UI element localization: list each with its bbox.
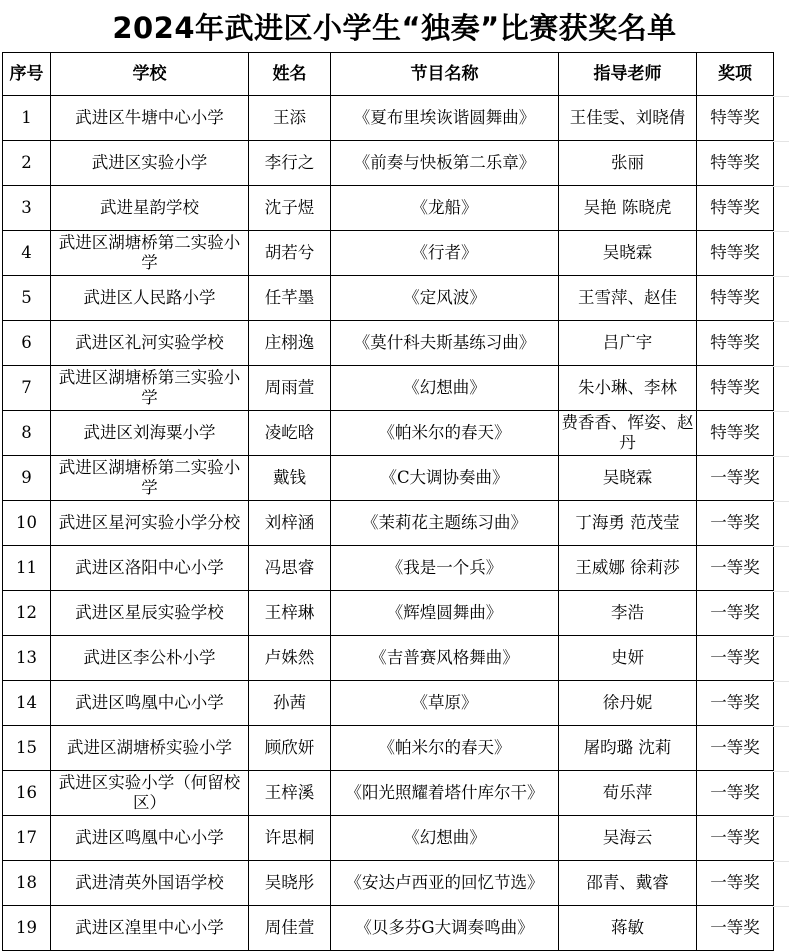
cell-award: 一等奖 <box>697 546 774 591</box>
cell-award: 一等奖 <box>697 591 774 636</box>
cell-num: 9 <box>3 456 51 501</box>
cell-num: 3 <box>3 186 51 231</box>
cell-num: 8 <box>3 411 51 456</box>
cell-name: 凌屹晗 <box>249 411 331 456</box>
table-body <box>3 96 774 951</box>
cell-school: 武进区李公朴小学 <box>51 636 249 681</box>
cell-name: 周雨萱 <box>249 366 331 411</box>
cell-school: 武进区洛阳中心小学 <box>51 546 249 591</box>
cell-teacher: 屠昀璐 沈莉 <box>559 726 697 771</box>
cell-award: 特等奖 <box>697 321 774 366</box>
cell-award: 特等奖 <box>697 141 774 186</box>
cell-teacher: 吴晓霖 <box>559 231 697 276</box>
cell-num: 17 <box>3 816 51 861</box>
cell-teacher: 徐丹妮 <box>559 681 697 726</box>
cell-school: 武进区鸣凰中心小学 <box>51 816 249 861</box>
cell-name: 刘梓涵 <box>249 501 331 546</box>
cell-school: 武进区湟里中心小学 <box>51 906 249 951</box>
cell-school: 武进区星河实验小学分校 <box>51 501 249 546</box>
cell-num: 19 <box>3 906 51 951</box>
cell-name: 许思桐 <box>249 816 331 861</box>
cell-teacher: 史妍 <box>559 636 697 681</box>
cell-school: 武进区刘海粟小学 <box>51 411 249 456</box>
column-header-award: 奖项 <box>697 53 774 96</box>
cell-teacher: 吕广宇 <box>559 321 697 366</box>
cell-program: 《幻想曲》 <box>331 816 559 861</box>
table-row <box>3 906 774 951</box>
cell-award: 一等奖 <box>697 906 774 951</box>
cell-program: 《贝多芬G大调奏鸣曲》 <box>331 906 559 951</box>
cell-teacher: 王威娜 徐莉莎 <box>559 546 697 591</box>
cell-num: 2 <box>3 141 51 186</box>
sheet-gridlines <box>772 52 789 949</box>
column-header-school: 学校 <box>51 53 249 96</box>
cell-teacher: 李浩 <box>559 591 697 636</box>
cell-school: 武进区实验小学（何留校区） <box>51 771 249 816</box>
table-row <box>3 546 774 591</box>
table-row <box>3 681 774 726</box>
cell-award: 特等奖 <box>697 231 774 276</box>
cell-program: 《夏布里埃诙谐圆舞曲》 <box>331 96 559 141</box>
cell-school: 武进区湖塘桥第二实验小学 <box>51 456 249 501</box>
table-row <box>3 456 774 501</box>
cell-teacher: 朱小琳、李林 <box>559 366 697 411</box>
cell-teacher: 吴海云 <box>559 816 697 861</box>
table-row <box>3 141 774 186</box>
column-header-num: 序号 <box>3 53 51 96</box>
cell-num: 18 <box>3 861 51 906</box>
table-row <box>3 411 774 456</box>
cell-num: 11 <box>3 546 51 591</box>
cell-program: 《龙船》 <box>331 186 559 231</box>
cell-program: 《安达卢西亚的回忆节选》 <box>331 861 559 906</box>
table-row <box>3 816 774 861</box>
table-row <box>3 861 774 906</box>
table-row <box>3 771 774 816</box>
cell-name: 李行之 <box>249 141 331 186</box>
table-row <box>3 501 774 546</box>
cell-name: 沈子煜 <box>249 186 331 231</box>
table-row <box>3 321 774 366</box>
cell-award: 特等奖 <box>697 411 774 456</box>
cell-name: 戴钱 <box>249 456 331 501</box>
table-row <box>3 591 774 636</box>
cell-teacher: 吴晓霖 <box>559 456 697 501</box>
cell-award: 一等奖 <box>697 636 774 681</box>
table-header-row <box>3 53 774 96</box>
cell-num: 4 <box>3 231 51 276</box>
column-header-name: 姓名 <box>249 53 331 96</box>
column-header-program: 节目名称 <box>331 53 559 96</box>
cell-school: 武进区湖塘桥实验小学 <box>51 726 249 771</box>
page-title: 2024年武进区小学生“独奏”比赛获奖名单 <box>112 10 677 45</box>
table-row <box>3 636 774 681</box>
cell-num: 14 <box>3 681 51 726</box>
cell-num: 12 <box>3 591 51 636</box>
cell-program: 《幻想曲》 <box>331 366 559 411</box>
cell-name: 孙茜 <box>249 681 331 726</box>
cell-award: 一等奖 <box>697 861 774 906</box>
cell-name: 胡若兮 <box>249 231 331 276</box>
cell-num: 5 <box>3 276 51 321</box>
cell-name: 王梓琳 <box>249 591 331 636</box>
table-row <box>3 726 774 771</box>
cell-teacher: 张丽 <box>559 141 697 186</box>
cell-num: 15 <box>3 726 51 771</box>
cell-school: 武进区实验小学 <box>51 141 249 186</box>
cell-teacher: 王佳雯、刘晓倩 <box>559 96 697 141</box>
cell-award: 一等奖 <box>697 681 774 726</box>
cell-num: 7 <box>3 366 51 411</box>
cell-name: 任芊墨 <box>249 276 331 321</box>
cell-name: 冯思睿 <box>249 546 331 591</box>
cell-program: 《定风波》 <box>331 276 559 321</box>
cell-teacher: 王雪萍、赵佳 <box>559 276 697 321</box>
cell-teacher: 丁海勇 范茂莹 <box>559 501 697 546</box>
cell-school: 武进区星辰实验学校 <box>51 591 249 636</box>
column-header-teacher: 指导老师 <box>559 53 697 96</box>
cell-program: 《前奏与快板第二乐章》 <box>331 141 559 186</box>
cell-name: 王梓溪 <box>249 771 331 816</box>
cell-award: 特等奖 <box>697 366 774 411</box>
cell-program: 《莫什科夫斯基练习曲》 <box>331 321 559 366</box>
table-row <box>3 186 774 231</box>
cell-name: 吴晓彤 <box>249 861 331 906</box>
table-row <box>3 366 774 411</box>
cell-award: 特等奖 <box>697 276 774 321</box>
cell-name: 庄栩逸 <box>249 321 331 366</box>
cell-num: 16 <box>3 771 51 816</box>
cell-award: 特等奖 <box>697 96 774 141</box>
cell-name: 王添 <box>249 96 331 141</box>
cell-school: 武进星韵学校 <box>51 186 249 231</box>
cell-program: 《茉莉花主题练习曲》 <box>331 501 559 546</box>
cell-school: 武进区牛塘中心小学 <box>51 96 249 141</box>
cell-program: 《辉煌圆舞曲》 <box>331 591 559 636</box>
cell-program: 《吉普赛风格舞曲》 <box>331 636 559 681</box>
table-row <box>3 231 774 276</box>
cell-program: 《行者》 <box>331 231 559 276</box>
cell-school: 武进区湖塘桥第二实验小学 <box>51 231 249 276</box>
cell-program: 《C大调协奏曲》 <box>331 456 559 501</box>
cell-teacher: 蒋敏 <box>559 906 697 951</box>
award-table <box>2 52 774 951</box>
cell-name: 卢姝然 <box>249 636 331 681</box>
cell-program: 《帕米尔的春天》 <box>331 411 559 456</box>
cell-school: 武进区鸣凰中心小学 <box>51 681 249 726</box>
cell-teacher: 费香香、恽姿、赵丹 <box>559 411 697 456</box>
cell-program: 《草原》 <box>331 681 559 726</box>
cell-school: 武进区礼河实验学校 <box>51 321 249 366</box>
cell-award: 一等奖 <box>697 501 774 546</box>
cell-award: 一等奖 <box>697 456 774 501</box>
cell-num: 1 <box>3 96 51 141</box>
cell-school: 武进清英外国语学校 <box>51 861 249 906</box>
cell-school: 武进区湖塘桥第三实验小学 <box>51 366 249 411</box>
cell-num: 10 <box>3 501 51 546</box>
cell-name: 周佳萱 <box>249 906 331 951</box>
table-row <box>3 276 774 321</box>
cell-name: 顾欣妍 <box>249 726 331 771</box>
cell-program: 《阳光照耀着塔什库尔干》 <box>331 771 559 816</box>
cell-award: 特等奖 <box>697 186 774 231</box>
cell-award: 一等奖 <box>697 771 774 816</box>
cell-teacher: 吴艳 陈晓虎 <box>559 186 697 231</box>
cell-award: 一等奖 <box>697 816 774 861</box>
cell-teacher: 荀乐萍 <box>559 771 697 816</box>
cell-program: 《我是一个兵》 <box>331 546 559 591</box>
cell-num: 6 <box>3 321 51 366</box>
cell-num: 13 <box>3 636 51 681</box>
cell-program: 《帕米尔的春天》 <box>331 726 559 771</box>
cell-teacher: 邵青、戴睿 <box>559 861 697 906</box>
cell-school: 武进区人民路小学 <box>51 276 249 321</box>
table-row <box>3 96 774 141</box>
cell-award: 一等奖 <box>697 726 774 771</box>
